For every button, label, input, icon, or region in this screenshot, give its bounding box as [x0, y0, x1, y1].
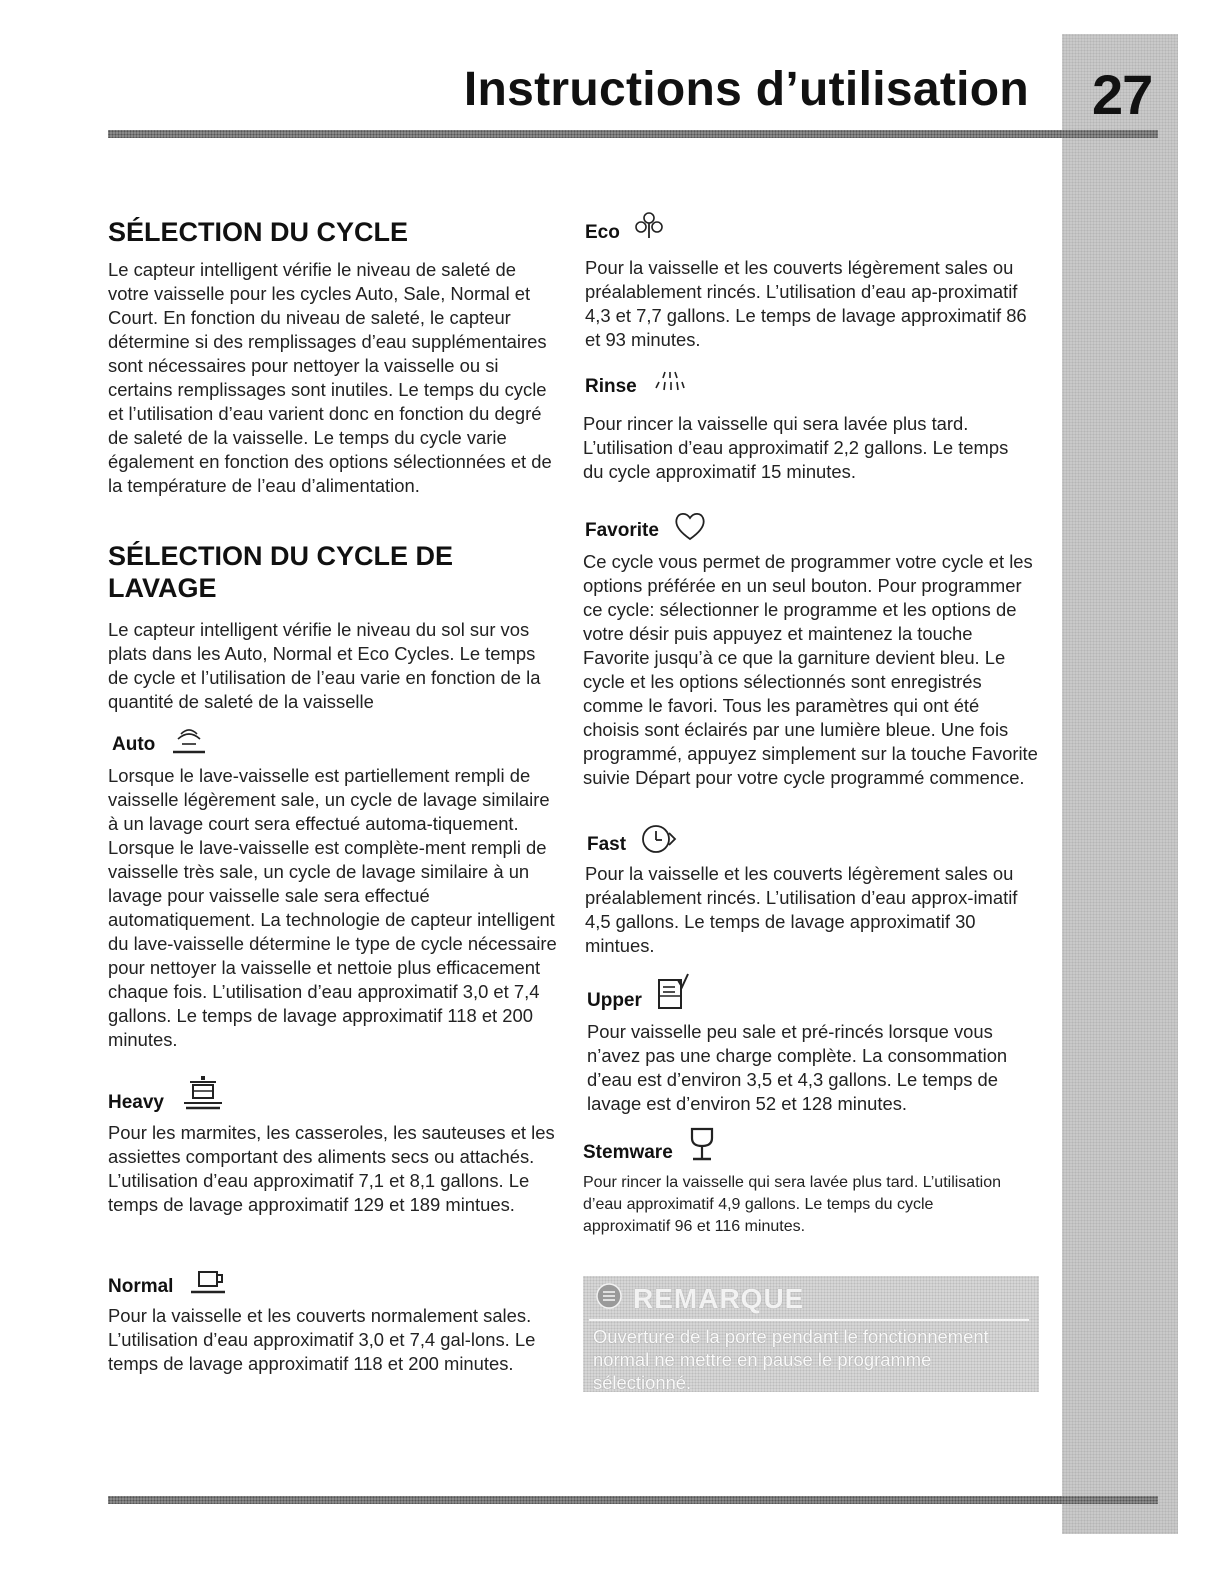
page-number: 27 — [1092, 63, 1153, 126]
cycle-normal-label: Normal — [108, 1276, 174, 1297]
cycle-stemware-header — [583, 1126, 717, 1164]
section-text-cycle-selection: Le capteur intelligent vérifie le niveau de saleté de votre vaisselle pour les cycles Auto, Sale, Normal et Court. En fonction du niveau de saleté, le capteur détermine si des remplissages d’eau supplémentaires sont nécessaires pour nettoyer la vaisselle ou si certains remplissages sont inutiles. Le temps du cycle et l’utilisation d’eau varient donc en fonction du degré de saleté de la vaisselle. Le temps du cycle varie également en fonction des options sélectionnées et de la température de l’eau d’alimentation. — [108, 259, 552, 496]
heart-icon — [673, 510, 707, 542]
upper-rack-icon — [656, 972, 690, 1012]
section-title-cycle-selection: SÉLECTION DU CYCLE — [108, 217, 409, 247]
cycle-eco-text: Pour la vaisselle et les couverts légèrement sales ou préalablement rincés. L’utilisation d’eau ap-proximatif 4,3 et 7,7 gallons. Le temps de lavage approximatif 86 et 93 minutes. — [585, 257, 1027, 350]
cycle-fast-label: Fast — [587, 834, 627, 855]
cycle-favorite-label: Favorite — [585, 520, 659, 541]
cycle-heavy-text: Pour les marmites, les casseroles, les sauteuses et les assiettes comportant des aliments secs ou attachés. L’utilisation d’eau approximatif 7,1 et 8,1 gallons. Le temps de lavage approximatif 129 et 189 mintues. — [108, 1122, 555, 1215]
section-title-wash-cycle-selection: SÉLECTION DU CYCLE DE LAVAGE — [108, 541, 454, 603]
eco-leaf-icon — [634, 210, 664, 244]
wine-glass-icon — [687, 1126, 717, 1164]
cycle-auto-label: Auto — [112, 734, 156, 755]
cycle-heavy-header — [108, 1076, 228, 1114]
rinse-spray-icon — [651, 368, 685, 398]
cycle-fast-header — [587, 818, 680, 856]
auto-sensor-icon — [169, 722, 209, 756]
header-rule — [108, 130, 1158, 138]
note-icon — [595, 1282, 623, 1315]
cycle-rinse-text: Pour rincer la vaisselle qui sera lavée plus tard. L’utilisation d’eau approximatif 2,2 gallons. Le temps du cycle approximatif 15 minutes. — [583, 413, 1009, 482]
note-box — [583, 1276, 1039, 1392]
cycle-rinse-header — [585, 360, 685, 398]
cycle-favorite-header — [585, 504, 707, 542]
note-header — [583, 1276, 1039, 1315]
cycle-normal-header — [108, 1260, 229, 1298]
side-tab-strip — [1062, 34, 1178, 1534]
cycle-favorite-text: Ce cycle vous permet de programmer votre cycle et les options préférée en un seul bouton. Pour programmer ce cycle: sélectionner le programme et les options de votre désir puis appuyez et maintenez la touche Favorite jusqu’à ce que la garniture devient bleu. Le cycle et les options sélectionnés sont enregistrés comme le favori. Tous les paramètres qui ont été choisis sont éclairés par une lumière bleue. Une fois programmé, appuyez simplement sur la touche Favorite suivie Départ pour votre cycle programmé commence. — [583, 551, 1038, 788]
cycle-upper-text: Pour vaisselle peu sale et pré-rincés lorsque vous n’avez pas une charge complète. La consommation d’eau est d’environ 3,5 et 4,3 gallons. Le temps de lavage est d’environ 52 et 128 minutes. — [587, 1021, 1008, 1114]
cycle-stemware-label: Stemware — [583, 1142, 673, 1163]
page-title: Instructions d’utilisation — [463, 63, 1029, 116]
cycle-upper-header — [587, 974, 690, 1012]
cycle-fast-text: Pour la vaisselle et les couverts légèrement sales ou préalablement rincés. L’utilisation d’eau approx-imatif 4,5 gallons. Le temps de lavage approximatif 30 mintues. — [585, 863, 1018, 956]
note-text: Ouverture de la porte pendant le fonctionnement normal ne mettre en pause le programme sélectionné. — [593, 1326, 989, 1393]
heavy-pot-icon — [178, 1074, 228, 1114]
cycle-heavy-label: Heavy — [108, 1092, 164, 1113]
cycle-stemware-text: Pour rincer la vaisselle qui sera lavée plus tard. L’utilisation d’eau approximatif 4,9 gallons. Le temps du cycle approximatif 96 et 116 minutes. — [583, 1174, 1001, 1235]
section-text-wash-cycle-selection: Le capteur intelligent vérifie le niveau du sol sur vos plats dans les Auto, Normal et Eco Cycles. Le temps de cycle et l’utilisation de l’eau varie en fonction de la quantité de saleté de la vaisselle — [108, 619, 541, 712]
normal-cup-icon — [187, 1268, 229, 1298]
note-title: REMARQUE — [633, 1282, 805, 1314]
cycle-auto-text: Lorsque le lave-vaisselle est partiellement rempli de vaisselle légèrement sale, un cycle de lavage similaire à un lavage court sera effectué automa-tiquement. Lorsque le lave-vaisselle est complète-ment rempli de vaisselle très sale, un cycle de lavage similaire à un lavage pour vaisselle sale sera effectué automatiquement. La technologie de capteur intelligent du lave-vaisselle détermine le type de cycle nécessaire pour nettoyer la vaisselle et nettoie plus efficacement chaque fois. L’utilisation d’eau approximatif 3,0 et 7,4 gallons. Le temps de lavage approximatif 118 et 200 minutes. — [108, 765, 557, 1050]
fast-clock-icon — [640, 822, 680, 856]
cycle-upper-label: Upper — [587, 990, 642, 1011]
cycle-auto-header — [112, 718, 209, 756]
cycle-eco-label: Eco — [585, 222, 620, 243]
cycle-eco-header — [585, 206, 664, 244]
cycle-rinse-label: Rinse — [585, 376, 637, 397]
cycle-normal-text: Pour la vaisselle et les couverts normalement sales. L’utilisation d’eau approximatif 3,0 et 7,4 gal-lons. Le temps de lavage approximatif 118 et 200 minutes. — [108, 1305, 536, 1374]
footer-rule — [108, 1496, 1158, 1504]
